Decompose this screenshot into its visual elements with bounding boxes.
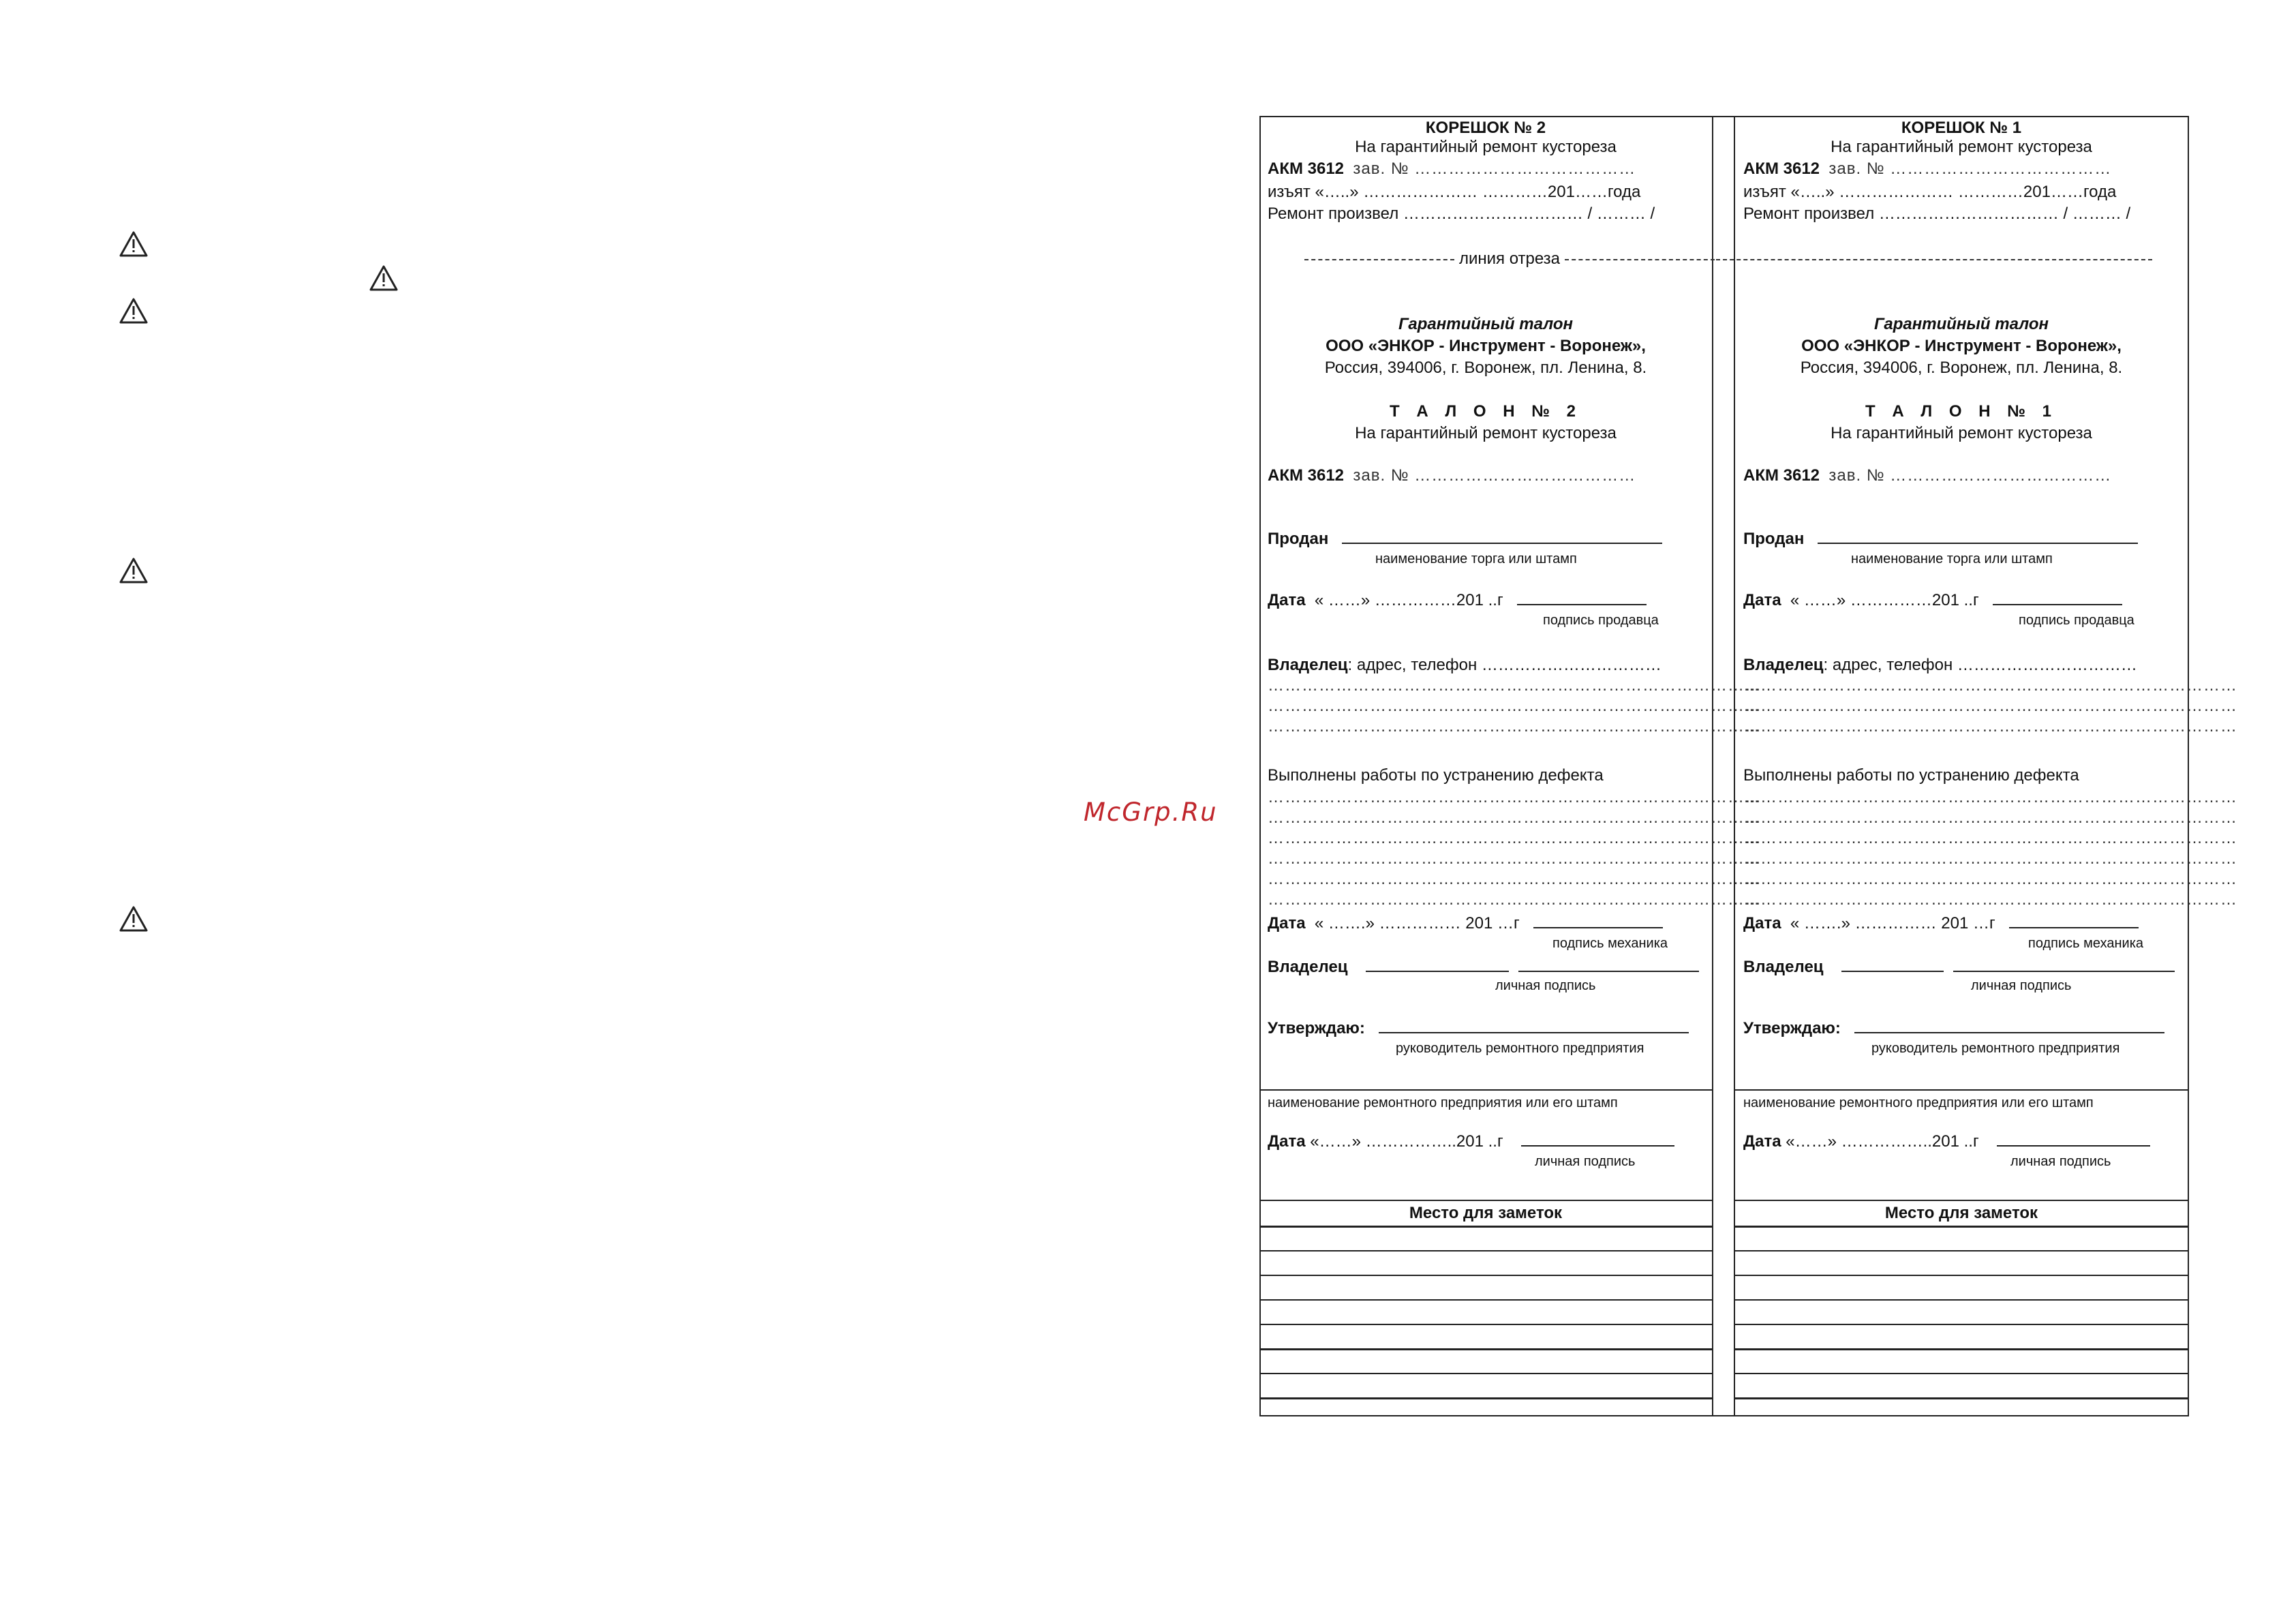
mech-date-value: « …….» …………… 201 …г [1314, 914, 1520, 932]
works-dots-5: …………………………………………………………………………… [1268, 870, 1762, 888]
owner2-label: Владелец [1743, 958, 1824, 976]
stub-title: КОРЕШОК № 1 [1901, 119, 2022, 137]
cut-line-label: линия отреза [1458, 249, 1561, 268]
date-label: Дата [1743, 591, 1781, 609]
serial: зав. № ………………………………… [1828, 466, 2112, 485]
warning-triangle-icon [119, 905, 149, 932]
owner-dots-1: …………………………………………………………………………… [1743, 676, 2237, 695]
approve-line [1268, 1017, 1704, 1040]
mech-sign-field[interactable] [1533, 912, 1663, 928]
personal-sign-caption-2: личная подпись [1535, 1154, 1636, 1169]
date3-line [1268, 1130, 1704, 1153]
model-line [1743, 465, 2179, 487]
date3-sign-field[interactable] [1521, 1130, 1674, 1147]
works-dots-1: …………………………………………………………………………… [1743, 788, 2237, 806]
seller-sign-field[interactable] [1517, 589, 1647, 605]
cut-line [1287, 248, 1732, 270]
owner-label: Владелец [1743, 656, 1824, 674]
works-dots-2: …………………………………………………………………………… [1743, 808, 2237, 827]
works-dots-1: …………………………………………………………………………… [1268, 788, 1762, 806]
warning-triangle-icon [119, 297, 149, 324]
stub-serial: зав. № ………………………………… [1353, 160, 1636, 178]
warranty-coupon-1 [1735, 116, 2237, 1416]
sold-caption: наименование торга или штамп [1375, 551, 1577, 566]
warranty-title: Гарантийный талон [1874, 315, 2049, 333]
date3-value: «……» ……………..201 ..г [1786, 1132, 1979, 1151]
date-line [1268, 589, 1704, 611]
notes-title: Место для заметок [1884, 1204, 2038, 1222]
approve-field[interactable] [1854, 1017, 2164, 1033]
owner-dots-3: …………………………………………………………………………… [1268, 717, 1762, 735]
date3-label: Дата [1268, 1132, 1306, 1151]
approve-field[interactable] [1379, 1017, 1689, 1033]
owner-label: Владелец [1268, 656, 1348, 674]
stub-taken: изъят «…..» ………………… …………201……года [1743, 183, 2117, 201]
model: АКМ 3612 [1268, 466, 1345, 485]
owner2-line [1743, 956, 2179, 978]
works-dots-2: …………………………………………………………………………… [1268, 808, 1762, 827]
stub-title: КОРЕШОК № 2 [1425, 119, 1546, 137]
owner2-line [1268, 956, 1704, 978]
stub-repair: Ремонт произвел …………………………… / ……… / [1743, 204, 2131, 223]
owner-text: : адрес, телефон …………………………… [1347, 656, 1662, 674]
stub-subtitle: На гарантийный ремонт кустореза [1355, 138, 1617, 156]
warning-triangle-icon [119, 230, 149, 258]
stub-model: АКМ 3612 [1743, 160, 1820, 178]
warranty-coupon-2 [1259, 116, 1762, 1416]
owner2-field-a[interactable] [1366, 956, 1509, 972]
works-dots-3: …………………………………………………………………………… [1743, 829, 2237, 847]
mech-sign-caption: подпись механика [1552, 936, 1668, 951]
company-name: ООО «ЭНКОР - Инструмент - Воронеж», [1326, 337, 1646, 355]
model-line [1268, 465, 1704, 487]
date3-value: «……» ……………..201 ..г [1310, 1132, 1503, 1151]
company-address: Россия, 394006, г. Воронеж, пл. Ленина, 8. [1800, 359, 2123, 377]
personal-sign-caption: личная подпись [1495, 978, 1596, 993]
warning-triangle-icon [119, 557, 149, 584]
works-dots-6: …………………………………………………………………………… [1743, 890, 2237, 909]
stub-model-line [1268, 158, 1704, 180]
sold-field[interactable] [1342, 528, 1662, 544]
owner-line [1268, 654, 1704, 676]
talon-subtitle: На гарантийный ремонт кустореза [1355, 424, 1617, 442]
stub-model-line [1743, 158, 2179, 180]
approve-label: Утверждаю: [1268, 1019, 1365, 1037]
talon-title: Т А Л О Н № 2 [1390, 402, 1582, 421]
works-dots-6: …………………………………………………………………………… [1268, 890, 1762, 909]
stub-serial: зав. № ………………………………… [1828, 160, 2112, 178]
talon-subtitle: На гарантийный ремонт кустореза [1831, 424, 2092, 442]
company-name: ООО «ЭНКОР - Инструмент - Воронеж», [1801, 337, 2122, 355]
sold-label: Продан [1743, 530, 1805, 548]
sold-field[interactable] [1818, 528, 2138, 544]
works-dots-3: …………………………………………………………………………… [1268, 829, 1762, 847]
stub-model: АКМ 3612 [1268, 160, 1345, 178]
owner-line [1743, 654, 2179, 676]
owner2-field-a[interactable] [1841, 956, 1944, 972]
cut-line-right [1708, 248, 2160, 270]
date-value: « ……» ……………201 ..г [1314, 591, 1503, 609]
sold-line [1268, 528, 1704, 550]
enterprise-caption: наименование ремонтного предприятия или его штамп [1743, 1095, 2094, 1110]
owner-dots-2: …………………………………………………………………………… [1268, 697, 1762, 715]
model: АКМ 3612 [1743, 466, 1820, 485]
works-label: Выполнены работы по устранению дефекта [1268, 766, 1604, 785]
stub-subtitle: На гарантийный ремонт кустореза [1831, 138, 2092, 156]
date-label: Дата [1268, 591, 1306, 609]
watermark: McGrp.Ru [1084, 798, 1218, 827]
seller-sign-caption: подпись продавца [1543, 613, 1659, 628]
works-dots-5: …………………………………………………………………………… [1743, 870, 2237, 888]
owner-dots-3: …………………………………………………………………………… [1743, 717, 2237, 735]
mech-date-line [1743, 912, 2179, 935]
owner2-field-b[interactable] [1518, 956, 1699, 972]
talon-title: Т А Л О Н № 1 [1865, 402, 2057, 421]
approve-caption: руководитель ремонтного предприятия [1396, 1041, 1644, 1056]
approve-caption: руководитель ремонтного предприятия [1871, 1041, 2120, 1056]
mech-sign-field[interactable] [2009, 912, 2139, 928]
sold-caption: наименование торга или штамп [1851, 551, 2053, 566]
stub-repair: Ремонт произвел …………………………… / ……… / [1268, 204, 1655, 223]
date3-sign-field[interactable] [1997, 1130, 2150, 1147]
owner2-field-b[interactable] [1953, 956, 2175, 972]
warning-triangle-icon [369, 264, 399, 292]
enterprise-caption: наименование ремонтного предприятия или его штамп [1268, 1095, 1618, 1110]
works-dots-4: …………………………………………………………………………… [1268, 849, 1762, 868]
personal-sign-caption-2: личная подпись [2010, 1154, 2111, 1169]
mech-date-label: Дата [1268, 914, 1306, 932]
date-value: « ……» ……………201 ..г [1790, 591, 1979, 609]
mech-date-line [1268, 912, 1704, 935]
seller-sign-caption: подпись продавца [2019, 613, 2134, 628]
coupon-gutter [1712, 116, 1735, 1416]
owner-text: : адрес, телефон …………………………… [1823, 656, 2137, 674]
owner-dots-2: …………………………………………………………………………… [1743, 697, 2237, 715]
sold-label: Продан [1268, 530, 1329, 548]
serial: зав. № ………………………………… [1353, 466, 1636, 485]
date-line [1743, 589, 2179, 611]
warranty-title: Гарантийный талон [1398, 315, 1573, 333]
date3-label: Дата [1743, 1132, 1781, 1151]
owner2-label: Владелец [1268, 958, 1348, 976]
mech-date-value: « …….» …………… 201 …г [1790, 914, 1995, 932]
works-dots-4: …………………………………………………………………………… [1743, 849, 2237, 868]
seller-sign-field[interactable] [1993, 589, 2122, 605]
mech-sign-caption: подпись механика [2028, 936, 2144, 951]
works-label: Выполнены работы по устранению дефекта [1743, 766, 2079, 785]
stub-taken: изъят «…..» ………………… …………201……года [1268, 183, 1641, 201]
personal-sign-caption: личная подпись [1971, 978, 2072, 993]
sold-line [1743, 528, 2179, 550]
approve-label: Утверждаю: [1743, 1019, 1841, 1037]
company-address: Россия, 394006, г. Воронеж, пл. Ленина, 8. [1324, 359, 1647, 377]
owner-dots-1: …………………………………………………………………………… [1268, 676, 1762, 695]
notes-title: Место для заметок [1409, 1204, 1563, 1222]
mech-date-label: Дата [1743, 914, 1781, 932]
approve-line [1743, 1017, 2179, 1040]
date3-line [1743, 1130, 2179, 1153]
